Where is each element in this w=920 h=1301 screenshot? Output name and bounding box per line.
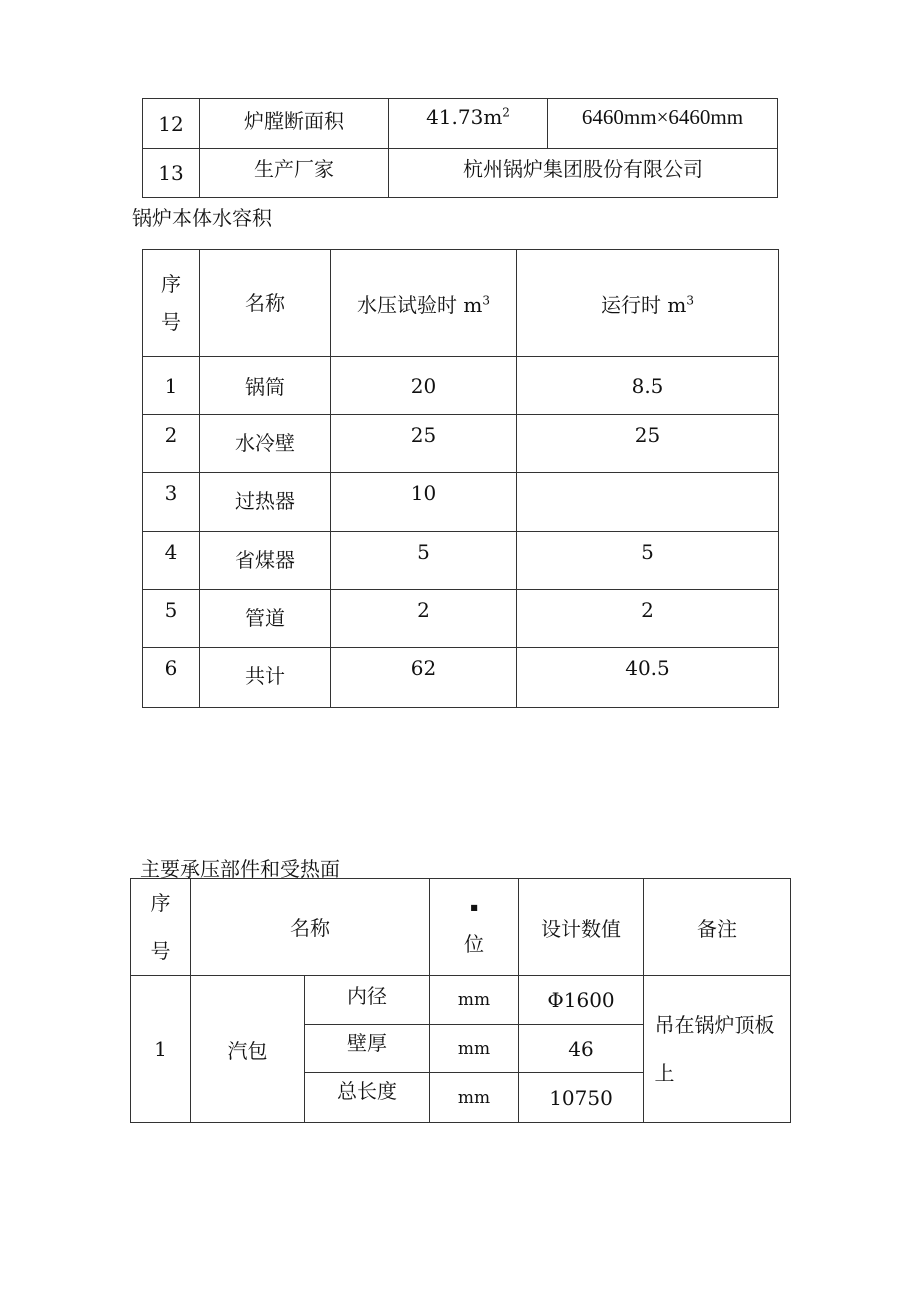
row-number: 2 [143, 415, 200, 473]
row-number: 6 [143, 648, 200, 708]
operating-value: 40.5 [517, 648, 779, 708]
remark-text: 吊在锅炉顶板上 [644, 976, 791, 1123]
table-row [143, 415, 779, 473]
operating-value: 2 [517, 590, 779, 648]
table-row [143, 99, 778, 149]
unit-value: mm [430, 976, 519, 1025]
table-header-row [131, 879, 791, 976]
design-value: 10750 [519, 1073, 644, 1123]
table-row [131, 976, 791, 1025]
component-name: 管道 [200, 590, 331, 648]
row-number: 5 [143, 590, 200, 648]
hydro-value: 62 [331, 648, 517, 708]
hydro-value: 10 [331, 473, 517, 532]
unit-value: mm [430, 1073, 519, 1123]
hydro-value: 20 [331, 357, 517, 415]
header-seq: 序号 [131, 879, 191, 976]
row-number: 12 [143, 99, 200, 149]
pressure-parts-caption: 主要承压部件和受热面 [140, 857, 340, 881]
hydro-value: 25 [331, 415, 517, 473]
header-operating: 运行时 $m^3$ [517, 250, 779, 357]
row-number: 13 [143, 149, 200, 198]
manufacturer-name: 杭州锅炉集团股份有限公司 [389, 149, 778, 198]
header-design-value: 设计数值 [519, 879, 644, 976]
item-value: $41.73m^2$ [389, 99, 548, 149]
component-name: 水冷壁 [200, 415, 331, 473]
component-name: 共计 [200, 648, 331, 708]
unit-label: 位 [464, 931, 484, 956]
header-name: 名称 [191, 879, 430, 976]
water-volume-caption: 锅炉本体水容积 [132, 206, 272, 230]
row-number: 1 [131, 976, 191, 1123]
row-number: 1 [143, 357, 200, 415]
hydro-value: 2 [331, 590, 517, 648]
design-value: 46 [519, 1025, 644, 1073]
item-dimensions: 6460mm×6460mm [548, 99, 778, 149]
parameter-name: 壁厚 [305, 1025, 430, 1073]
table-row [143, 590, 779, 648]
operating-value [517, 473, 779, 532]
unit-value: mm [430, 1025, 519, 1073]
component-name: 过热器 [200, 473, 331, 532]
header-seq: 序号 [143, 250, 200, 357]
table-row [143, 532, 779, 590]
item-name: 炉膛断面积 [200, 99, 389, 149]
table-row [143, 357, 779, 415]
operating-value: 5 [517, 532, 779, 590]
water-volume-table [142, 249, 779, 708]
parameter-name: 内径 [305, 976, 430, 1025]
design-value: Φ1600 [519, 976, 644, 1025]
furnace-info-table [142, 98, 778, 198]
hydro-value: 5 [331, 532, 517, 590]
table-header-row [143, 250, 779, 357]
operating-value: 8.5 [517, 357, 779, 415]
header-name: 名称 [200, 250, 331, 357]
component-name: 锅筒 [200, 357, 331, 415]
component-name: 汽包 [191, 976, 305, 1123]
table-row [143, 473, 779, 532]
unit-mark: ■ [470, 902, 478, 912]
pressure-parts-table [130, 878, 791, 1123]
component-name: 省煤器 [200, 532, 331, 590]
header-remark: 备注 [644, 879, 791, 976]
row-number: 3 [143, 473, 200, 532]
operating-value: 25 [517, 415, 779, 473]
header-unit [430, 879, 519, 976]
item-name: 生产厂家 [200, 149, 389, 198]
row-number: 4 [143, 532, 200, 590]
header-hydro-test: 水压试验时 $m^3$ [331, 250, 517, 357]
table-row [143, 648, 779, 708]
table-row [143, 149, 778, 198]
parameter-name: 总长度 [305, 1073, 430, 1123]
